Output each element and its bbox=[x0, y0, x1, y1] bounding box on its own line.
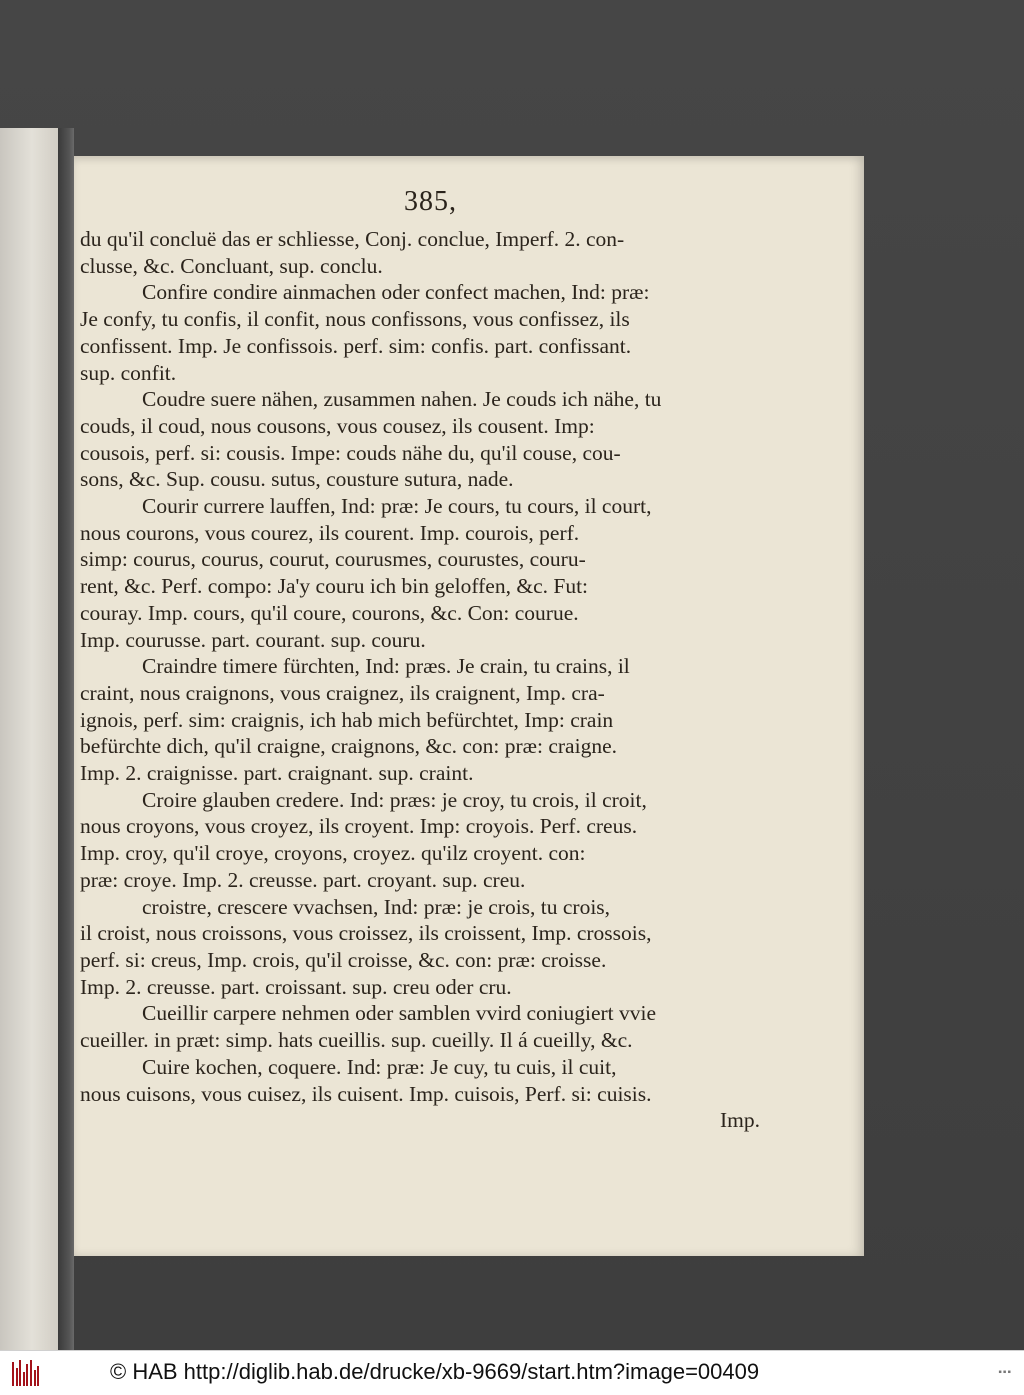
hab-barcode-logo-icon bbox=[10, 1358, 40, 1388]
text-line: befürchte dich, qu'il craigne, craignons, &c. con: præ: craigne. bbox=[80, 734, 617, 759]
text-line: nous croyons, vous croyez, ils croyent. Imp: croyois. Perf. creus. bbox=[80, 814, 638, 839]
text-line: perf. si: creus, Imp. crois, qu'il croisse, &c. con: præ: croisse. bbox=[80, 947, 607, 972]
text-line: præ: croye. Imp. 2. creusse. part. croyant. sup. creu. bbox=[80, 867, 526, 892]
text-line: rent, &c. Perf. compo: Ja'y couru ich bin geloffen, &c. Fut: bbox=[80, 574, 589, 599]
paragraph-craindre bbox=[80, 653, 760, 787]
text-line: Craindre timere fürchten, Ind: præs. Je crain, tu crains, il bbox=[142, 654, 630, 679]
text-line: couds, il coud, nous cousons, vous cousez, ils cousent. Imp: bbox=[80, 413, 595, 438]
page-gutter bbox=[58, 128, 74, 1350]
text-line: ignois, perf. sim: craignis, ich hab mich befürchtet, Imp: crain bbox=[80, 707, 614, 732]
paragraph-croire bbox=[80, 787, 760, 894]
text-line: Imp. croy, qu'il croye, croyons, croyez. qu'ilz croyent. con: bbox=[80, 841, 586, 866]
paragraph-coudre bbox=[80, 386, 760, 493]
paragraph-conclure bbox=[80, 226, 760, 279]
footer-bar bbox=[0, 1350, 1024, 1395]
text-line: cousois, perf. si: cousis. Impe: couds nähe du, qu'il couse, cou- bbox=[80, 440, 621, 465]
paragraph-cueillir bbox=[80, 1000, 760, 1053]
text-line: craint, nous craignons, vous craignez, ils craignent, Imp. cra- bbox=[80, 680, 605, 705]
text-line: clusse, &c. Concluant, sup. conclu. bbox=[80, 253, 383, 278]
text-line: couray. Imp. cours, qu'il coure, courons, &c. Con: courue. bbox=[80, 600, 579, 625]
page-number: 385, bbox=[404, 186, 457, 217]
book-page bbox=[74, 156, 864, 1256]
text-line: confissent. Imp. Je confissois. perf. sim: confis. part. confissant. bbox=[80, 333, 632, 358]
text-line: simp: courus, courus, courut, courusmes, courustes, couru- bbox=[80, 547, 586, 572]
text-line: croistre, crescere vvachsen, Ind: præ: je crois, tu crois, bbox=[142, 894, 611, 919]
text-line: Cuire kochen, coquere. Ind: præ: Je cuy, tu cuis, il cuit, bbox=[142, 1054, 617, 1079]
text-line: il croist, nous croissons, vous croissez, ils croissent, Imp. crossois, bbox=[80, 921, 652, 946]
text-line: sup. confit. bbox=[80, 360, 177, 385]
text-line: nous cuisons, vous cuisez, ils cuisent. Imp. cuisois, Perf. si: cuisis. bbox=[80, 1081, 652, 1106]
text-line: Imp. 2. craignisse. part. craignant. sup. craint. bbox=[80, 761, 474, 786]
paragraph-cuire bbox=[80, 1054, 760, 1134]
text-line: Coudre suere nähen, zusammen nahen. Je couds ich nähe, tu bbox=[142, 387, 662, 412]
text-line: cueiller. in præt: simp. hats cueillis. sup. cueilly. Il á cueilly, &c. bbox=[80, 1028, 633, 1053]
text-line: sons, &c. Sup. cousu. sutus, cousture sutura, nade. bbox=[80, 467, 514, 492]
catchword: Imp. bbox=[719, 1108, 760, 1133]
text-line: Cueillir carpere nehmen oder samblen vvird coniugiert vvie bbox=[142, 1001, 657, 1026]
paragraph-courir bbox=[80, 493, 760, 653]
text-line: Imp. courusse. part. courant. sup. couru. bbox=[80, 627, 426, 652]
page-text bbox=[80, 226, 760, 1134]
text-line: nous courons, vous courez, ils courent. Imp. courois, perf. bbox=[80, 520, 580, 545]
copyright-link[interactable]: © HAB http://diglib.hab.de/drucke/xb-9669/start.htm?image=00409 bbox=[110, 1359, 760, 1384]
paragraph-croistre bbox=[80, 894, 760, 1001]
text-line: Croire glauben credere. Ind: præs: je croy, tu crois, il croit, bbox=[142, 787, 647, 812]
menu-dots-icon[interactable]: ▪▪▪ bbox=[998, 1367, 1012, 1378]
paragraph-confire bbox=[80, 279, 760, 386]
text-line: Confire condire ainmachen oder confect machen, Ind: præ: bbox=[142, 280, 650, 305]
text-line: Courir currere lauffen, Ind: præ: Je cours, tu cours, il court, bbox=[142, 494, 652, 519]
text-line: Je confy, tu confis, il confit, nous confissons, vous confissez, ils bbox=[80, 307, 630, 332]
text-line: du qu'il concluë das er schliesse, Conj. conclue, Imperf. 2. con- bbox=[80, 227, 625, 251]
adjacent-page-edge bbox=[0, 128, 60, 1350]
text-line: Imp. 2. creusse. part. croissant. sup. creu oder cru. bbox=[80, 974, 512, 999]
